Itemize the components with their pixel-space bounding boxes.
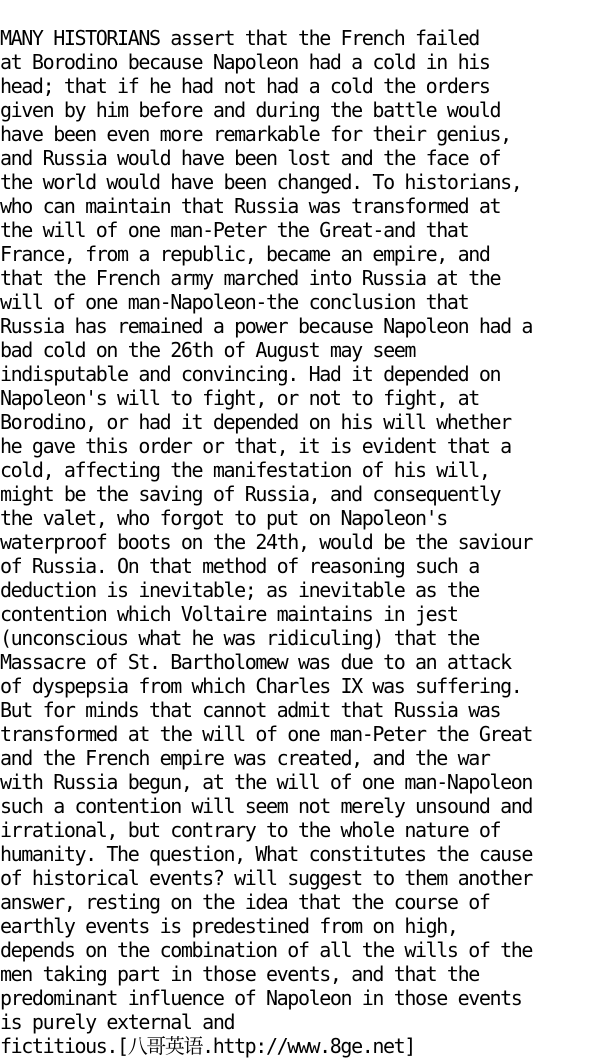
text-passage: [0, 26, 532, 1058]
text-line: such a contention will seem not merely unsound and: [0, 794, 533, 818]
text-line: bad cold on the 26th of August may seem: [0, 338, 415, 362]
text-line: fictitious.[八哥英语.http://www.8ge.net]: [0, 1034, 415, 1058]
text-line: transformed at the will of one man-Peter the Great: [0, 722, 533, 746]
text-line: and Russia would have been lost and the face of: [0, 146, 501, 170]
text-line: have been even more remarkable for their genius,: [0, 122, 511, 146]
text-line: with Russia begun, at the will of one man-Napoleon: [0, 770, 533, 794]
text-line: will of one man-Napoleon-the conclusion that: [0, 290, 469, 314]
text-line: earthly events is predestined from on high,: [0, 914, 458, 938]
text-line: might be the saving of Russia, and consequently: [0, 482, 501, 506]
text-line: Borodino, or had it depended on his will whether: [0, 410, 511, 434]
text-line: contention which Voltaire maintains in jest: [0, 602, 458, 626]
text-line: given by him before and during the battle would: [0, 98, 501, 122]
text-line: head; that if he had not had a cold the orders: [0, 74, 490, 98]
text-line: he gave this order or that, it is evident that a: [0, 434, 511, 458]
text-line: cold, affecting the manifestation of his will,: [0, 458, 490, 482]
text-line: (unconscious what he was ridiculing) that the: [0, 626, 479, 650]
text-line: is purely external and: [0, 1010, 235, 1034]
text-line: of Russia. On that method of reasoning such a: [0, 554, 479, 578]
text-line: irrational, but contrary to the whole nature of: [0, 818, 501, 842]
text-line: Russia has remained a power because Napoleon had a: [0, 314, 533, 338]
text-line: the valet, who forgot to put on Napoleon's: [0, 506, 447, 530]
text-line: Massacre of St. Bartholomew was due to an attack: [0, 650, 511, 674]
text-line: deduction is inevitable; as inevitable as the: [0, 578, 479, 602]
text-line: men taking part in those events, and that the: [0, 962, 479, 986]
text-line: and the French empire was created, and the war: [0, 746, 490, 770]
text-line: that the French army marched into Russia at the: [0, 266, 501, 290]
text-line: of historical events? will suggest to them another: [0, 866, 533, 890]
text-line: France, from a republic, became an empire, and: [0, 242, 490, 266]
text-line: MANY HISTORIANS assert that the French failed: [0, 26, 479, 50]
text-line: predominant influence of Napoleon in those events: [0, 986, 522, 1010]
text-line: answer, resting on the idea that the course of: [0, 890, 490, 914]
text-line: of dyspepsia from which Charles IX was suffering.: [0, 674, 522, 698]
text-line: who can maintain that Russia was transformed at: [0, 194, 501, 218]
text-line: the will of one man-Peter the Great-and that: [0, 218, 469, 242]
text-line: depends on the combination of all the wills of the: [0, 938, 533, 962]
text-line: But for minds that cannot admit that Russia was: [0, 698, 501, 722]
text-line: Napoleon's will to fight, or not to fight, at: [0, 386, 479, 410]
text-line: indisputable and convincing. Had it depended on: [0, 362, 501, 386]
text-line: humanity. The question, What constitutes the cause: [0, 842, 533, 866]
text-line: at Borodino because Napoleon had a cold in his: [0, 50, 490, 74]
text-line: waterproof boots on the 24th, would be the saviour: [0, 530, 533, 554]
text-line: the world would have been changed. To historians,: [0, 170, 522, 194]
